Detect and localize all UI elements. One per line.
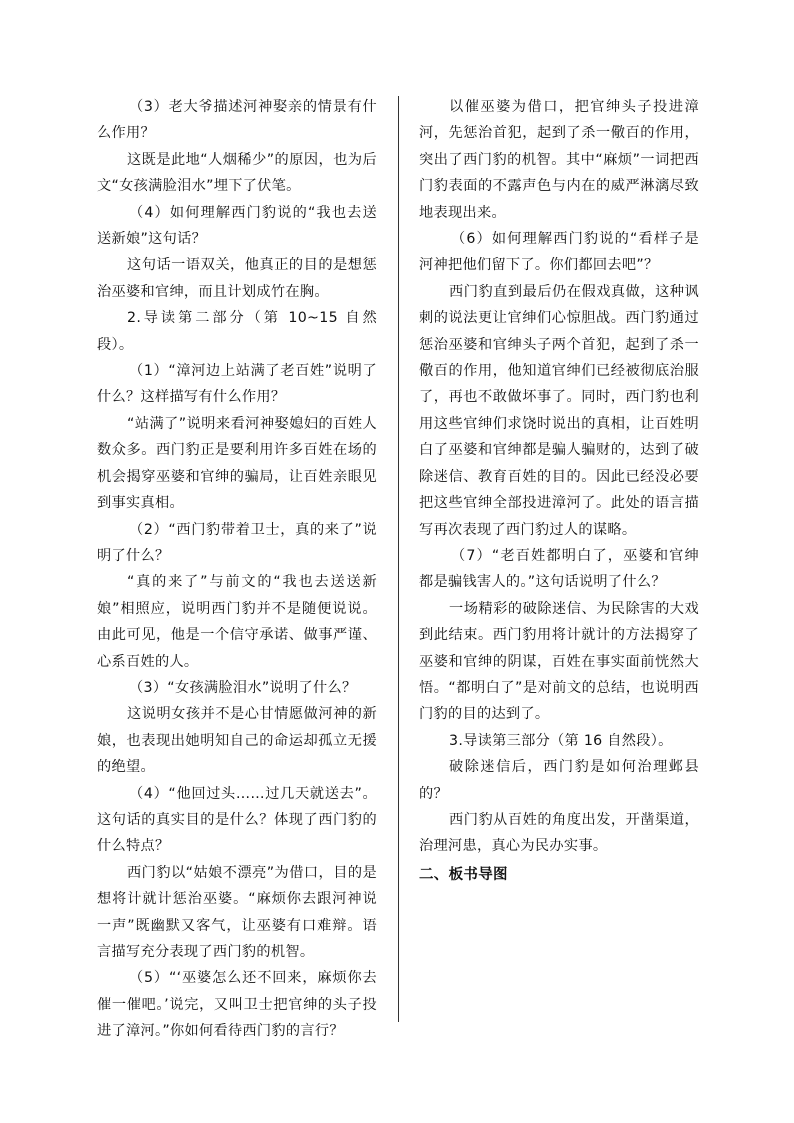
column-divider bbox=[398, 96, 399, 1022]
question-paragraph: （5）“‘巫婆怎么还不回来，麻烦你去催一催吧。’说完，又叫卫士把官绅的头子投进了漳河。”你如何看待西门豹的言行？ bbox=[97, 970, 377, 1040]
answer-paragraph: 西门豹从百姓的角度出发，开凿渠道，治理河患，真心为民办实事。 bbox=[419, 811, 699, 855]
answer-paragraph: “站满了”说明来看河神娶媳妇的百姓人数众多。西门豹正是要利用许多百姓在场的机会揭穿巫婆和官绅的骗局，让百姓亲眼见到事实真相。 bbox=[97, 415, 377, 512]
board-diagram-heading: 二、板书导图 bbox=[419, 866, 508, 883]
question-paragraph: （7）“老百姓都明白了，巫婆和官绅都是骗钱害人的。”这句话说明了什么？ bbox=[419, 547, 699, 591]
answer-paragraph: “真的来了”与前文的“我也去送送新娘”相照应，说明西门豹并不是随便说说。由此可见，他是一个信守承诺、做事严谨、心系百姓的人。 bbox=[97, 574, 377, 670]
answer-paragraph: 西门豹直到最后仍在假戏真做，这种讽刺的说法更让官绅们心惊胆战。西门豹通过惩治巫婆和官绅头子两个首犯，起到了杀一儆百的作用，他知道官绅们已经被彻底治服了，再也不敢做坏事了。同时，西门豹也利用这些官绅们求饶时说出的真相，让百姓明白了巫婆和官绅都是骗人骗财的，达到了破除迷信、教育百姓的目的。因此已经没必要把这些官绅全部投进漳河了。此处的语言描写再次表现了西门豹过人的谋略。 bbox=[419, 283, 699, 538]
answer-paragraph: 这既是此地“人烟稀少”的原因，也为后文“女孩满脸泪水”埋下了伏笔。 bbox=[97, 151, 377, 195]
section-heading: 2.导读第二部分（第 10~15 自然段）。 bbox=[97, 310, 377, 353]
question-paragraph: （4）“他回过头……过几天就送去”。这句话的真实目的是什么？体现了西门豹的什么特点？ bbox=[97, 785, 377, 855]
answer-paragraph: 这句话一语双关，他真正的目的是想惩治巫婆和官绅，而且计划成竹在胸。 bbox=[97, 257, 377, 300]
question-paragraph: （6）如何理解西门豹说的“看样子是河神把他们留下了。你们都回去吧”？ bbox=[419, 231, 699, 274]
answer-paragraph: 破除迷信后，西门豹是如何治理邺县的？ bbox=[419, 759, 699, 802]
question-paragraph: （2）“西门豹带着卫士，真的来了”说明了什么？ bbox=[97, 521, 377, 564]
section-heading: 3.导读第三部分（第 16 自然段）。 bbox=[449, 732, 673, 749]
left-column bbox=[97, 94, 377, 1045]
right-column bbox=[419, 94, 699, 888]
answer-paragraph: 以催巫婆为借口，把官绅头子投进漳河，先惩治首犯，起到了杀一儆百的作用，突出了西门豹的机智。其中“麻烦”一词把西门豹表面的不露声色与内在的威严淋漓尽致地表现出来。 bbox=[419, 99, 699, 221]
answer-paragraph: 这说明女孩并不是心甘情愿做河神的新娘，也表现出她明知自己的命运却孤立无援的绝望。 bbox=[97, 706, 377, 776]
question-paragraph: （4）如何理解西门豹说的“我也去送送新娘”这句话？ bbox=[97, 204, 377, 248]
question-paragraph: （3）老大爷描述河神娶亲的情景有什么作用？ bbox=[97, 99, 377, 142]
question-paragraph: （3）“女孩满脸泪水”说明了什么？ bbox=[129, 679, 357, 696]
answer-paragraph: 西门豹以“姑娘不漂亮”为借口，目的是想将计就计惩治巫婆。“麻烦你去跟河神说一声”既幽默又客气，让巫婆有口难辩。语言描写充分表现了西门豹的机智。 bbox=[97, 864, 377, 960]
question-paragraph: （1）“漳河边上站满了老百姓”说明了什么？这样描写有什么作用？ bbox=[97, 363, 377, 406]
answer-paragraph: 一场精彩的破除迷信、为民除害的大戏到此结束。西门豹用将计就计的方法揭穿了巫婆和官绅的阴谋，百姓在事实面前恍然大悟。“都明白了”是对前文的总结，也说明西门豹的目的达到了。 bbox=[419, 600, 699, 723]
